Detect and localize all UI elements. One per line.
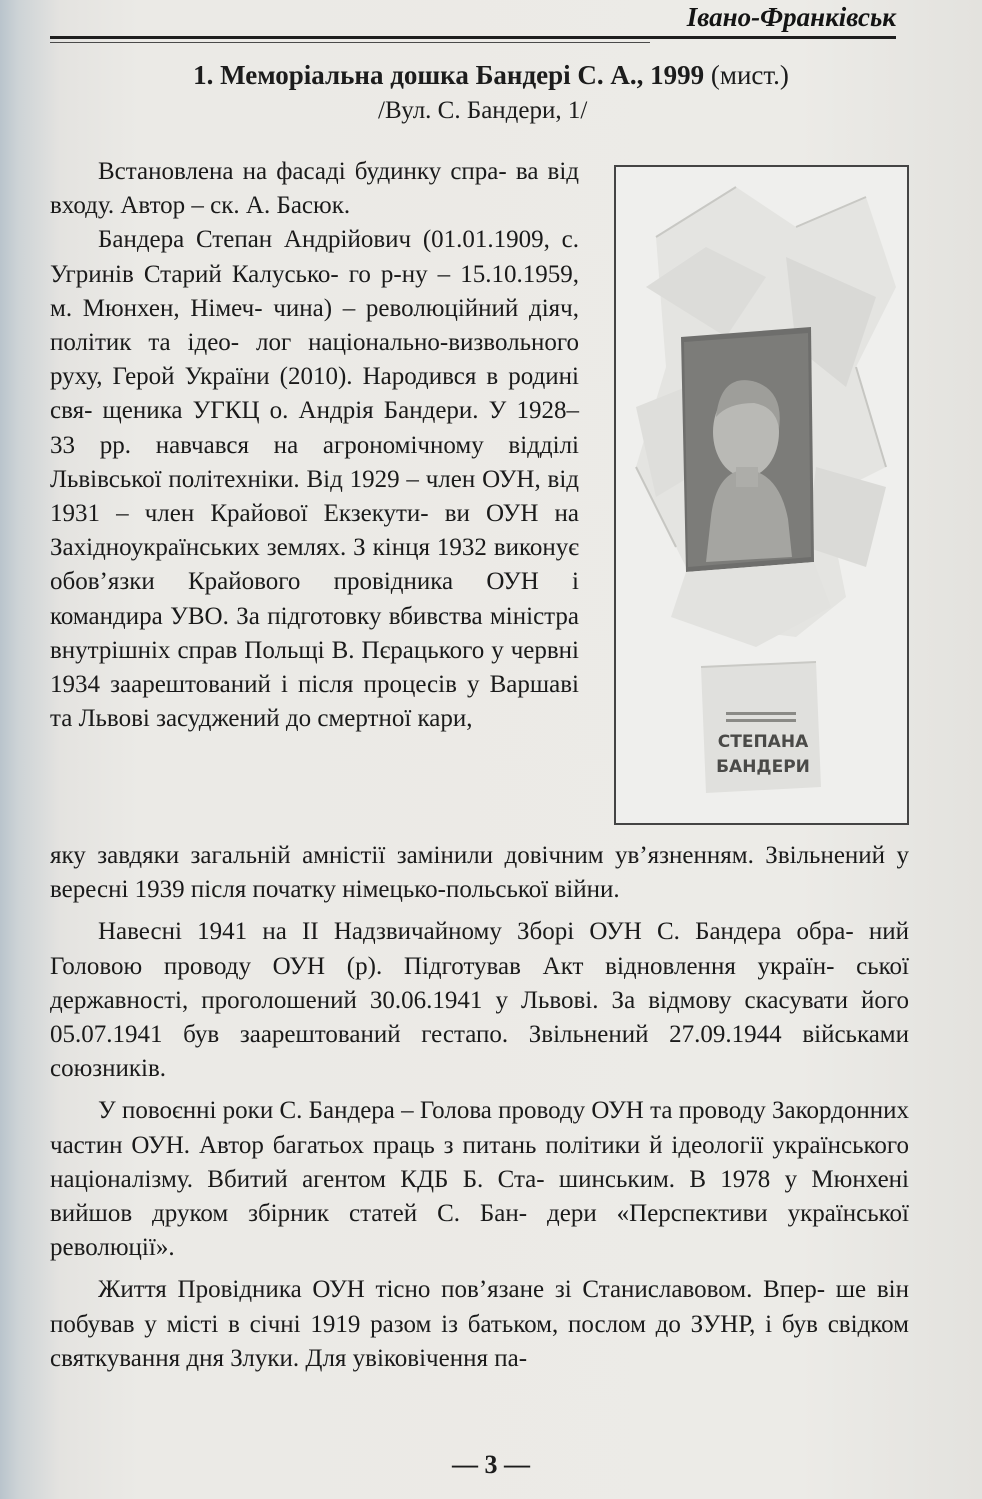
text-line: Звільнений у вересні 1939 після початку німецько-польської війни. [50,842,909,904]
text-line: го р-ну – 15.10.1959, м. Мюнхен, Німеч- [50,260,579,322]
text-line: ви ОУН на Західноукраїнських землях. З [50,500,580,562]
paragraph-biography-cont [50,839,909,907]
header-rule [50,36,896,39]
text-line: ОУН, від 1931 – член Крайової Екзекути- [50,465,580,528]
text-line: України (2010). Народився в родині свя- [50,363,580,425]
text-line: Життя Провідника ОУН тісно пов’язане зі Станиславовом. Впер- [98,1276,826,1304]
header-rule-thin [50,42,650,43]
text-line: шинським. В 1978 у Мюнхені вийшов друком збірник статей С. Бан- [50,1165,909,1228]
text-line: ської державності, проголошений 30.06.1941 у Львові. За відмову [50,952,909,1014]
plaque-text-line: БАНДЕРИ [716,757,810,777]
text-line: 27.09.1944 військами союзників. [50,1021,910,1083]
text-line: ний Головою проводу ОУН (р). Підготував Акт відновлення україн- [50,918,909,980]
text-line: кінця 1932 виконує обов’язки Крайового [50,534,580,596]
text-line: Закордонних частин ОУН. Автор багатьох праць з питань політики [50,1097,909,1159]
entry-title-note: (мист.) [710,60,789,90]
text-line: ше він побував у місті в січні 1919 разом із батьком, послом до [50,1276,909,1338]
text-line: (01.01.1909, с. Угринів Старий Калусько- [50,226,579,288]
text-line: щеника УГКЦ о. Андрія Бандери. У 1928– [102,397,579,425]
paragraph-1941 [50,915,909,1086]
entry-title [0,58,982,92]
text-line: ЗУНР, і був свідком святкування дня Злуки. Для увіковічення па- [50,1310,909,1372]
paragraph-stanyslaviv [50,1273,909,1376]
paragraph-biography [50,223,579,736]
paragraph-location [50,155,579,223]
text-line: справ Польщі В. Пєрацького у червні 1934 [50,636,579,699]
text-line: Навесні 1941 на II Надзвичайному Зборі ОУН С. Бандера обра- [98,918,854,946]
text-line: заарештований і після процесів у Варшаві [110,671,579,699]
running-head: Івано-Франківськ [686,2,896,32]
text-line: Встановлена на фасаді будинку спра- [98,158,507,185]
text-line: скасувати його 05.07.1941 був заарештований гестапо. Звільнений [50,986,910,1049]
page-number: — 3 — [452,1450,530,1479]
text-line: й ідеології українського націоналізму. Вбитий агентом КДБ Б. Ста- [50,1131,909,1193]
text-line: дери «Перспективи української революції». [50,1200,910,1262]
text-line: чина) – революційний діяч, політик та ідео- [50,294,579,357]
text-line: підготовку вбивства міністра внутрішніх [50,602,579,664]
text-line: ва від входу. Автор – ск. А. Басюк. [50,158,579,220]
body-text-column [50,155,579,736]
plaque-illustration [616,167,907,823]
entry-address: /Вул. С. Бандери, 1/ [378,97,588,124]
text-line: лог національно-визвольного руху, Герой [50,329,579,391]
text-line: Бандера Степан Андрійович [98,226,412,254]
text-line: 33 рр. навчався на агрономічному відділі [50,431,579,459]
text-line: та Львові засуджений до смертної кари, [50,705,473,733]
text-line: У повоєнні роки С. Бандера – Голова проводу ОУН та проводу [98,1097,766,1125]
text-line: провідника ОУН і командира УВО. За [50,568,579,630]
entry-title-main: 1. Меморіальна дошка Бандері С. А., 1999 [193,60,705,90]
plaque-text-line: СТЕПАНА [717,732,809,752]
paragraph-postwar [50,1094,909,1265]
memorial-plaque-photo [614,165,909,825]
body-text-full [50,839,909,1376]
text-line: яку завдяки загальній амністії замінили довічним ув’язненням. [50,842,754,869]
text-line: Львівської політехніки. Від 1929 – член [50,465,476,493]
